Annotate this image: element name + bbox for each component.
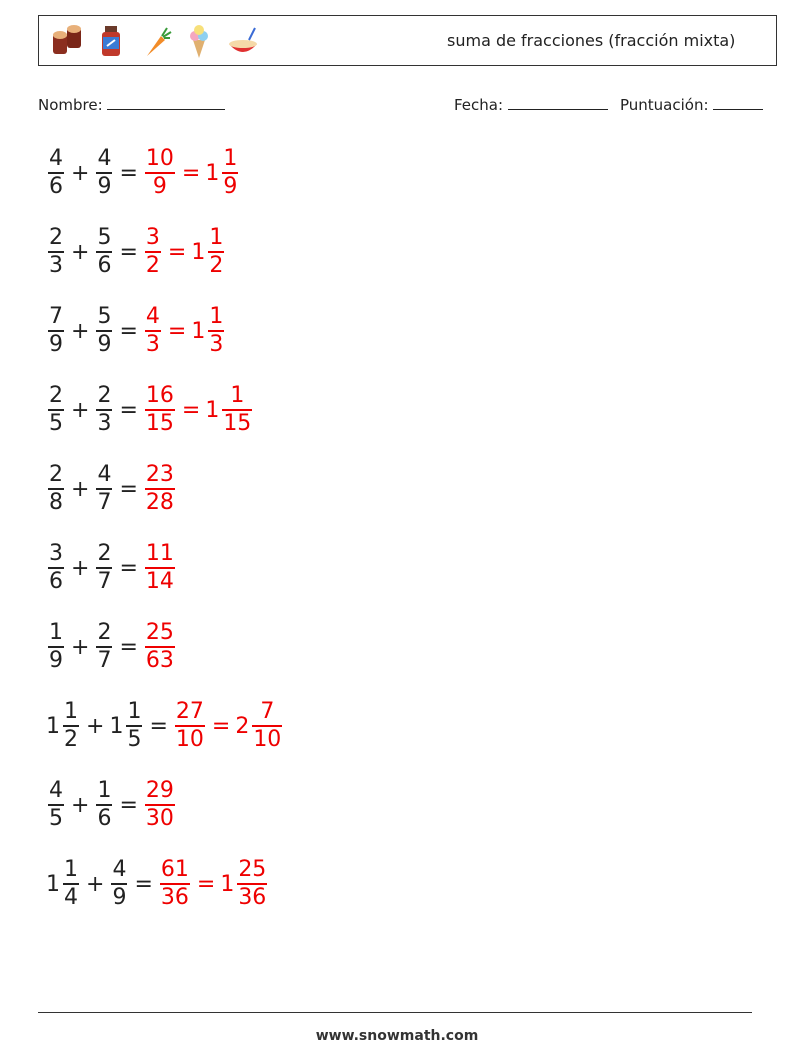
- second-addend: [94, 778, 114, 832]
- denominator: 10: [175, 726, 204, 752]
- numerator: 2: [49, 225, 63, 251]
- denominator: 36: [238, 884, 267, 910]
- problem-row: [46, 296, 226, 366]
- equals-sign: =: [119, 318, 138, 344]
- footer-divider: [38, 1012, 752, 1013]
- fraction: [48, 304, 64, 358]
- whole-number: 1: [191, 318, 206, 344]
- fraction: [145, 778, 175, 832]
- denominator: 63: [145, 647, 174, 673]
- denominator: 15: [223, 410, 252, 436]
- fraction: [96, 541, 112, 595]
- numerator: 2: [97, 620, 112, 646]
- equals-sign: =: [167, 318, 187, 344]
- denominator: 36: [160, 884, 189, 910]
- fraction: [96, 304, 112, 358]
- denominator: 6: [49, 173, 63, 199]
- denominator: 3: [97, 410, 112, 436]
- numerator: 4: [49, 778, 63, 804]
- equals-sign: =: [196, 871, 216, 897]
- denominator: 3: [145, 331, 160, 357]
- denominator: 2: [64, 726, 78, 752]
- denominator: 9: [223, 173, 238, 199]
- numerator: 16: [145, 383, 174, 409]
- wood-logs-icon: [47, 22, 87, 60]
- numerator: 3: [49, 541, 63, 567]
- denominator: 5: [127, 726, 142, 752]
- fraction: [126, 699, 142, 753]
- numerator: 3: [145, 225, 160, 251]
- answer-fraction: [143, 462, 177, 516]
- answer-mixed-number: [205, 383, 254, 437]
- numerator: 2: [49, 462, 63, 488]
- fraction: [48, 146, 64, 200]
- fraction: [145, 620, 175, 674]
- first-addend: [46, 462, 66, 516]
- fraction: [96, 778, 112, 832]
- food-bowl-icon: [223, 22, 263, 60]
- fraction: [145, 541, 175, 595]
- fraction: [208, 225, 224, 279]
- problem-row: [46, 138, 240, 208]
- numerator: 2: [97, 383, 112, 409]
- equals-sign: =: [134, 871, 153, 897]
- denominator: 6: [49, 568, 63, 594]
- equals-sign: =: [181, 160, 201, 186]
- denominator: 6: [97, 805, 112, 831]
- numerator: 27: [175, 699, 204, 725]
- second-addend: [94, 620, 114, 674]
- answer-fraction: [143, 778, 177, 832]
- fraction: [252, 699, 282, 753]
- second-addend: [94, 225, 114, 279]
- answer-mixed-number: [191, 304, 226, 358]
- denominator: 3: [209, 331, 224, 357]
- whole-number: 1: [220, 871, 235, 897]
- fraction: [222, 383, 252, 437]
- first-addend: [46, 225, 66, 279]
- first-addend: [46, 541, 66, 595]
- whole-number: 1: [109, 713, 124, 739]
- numerator: 4: [97, 462, 112, 488]
- whole-number: 1: [46, 713, 60, 739]
- fraction: [96, 383, 112, 437]
- first-addend: [46, 857, 81, 911]
- numerator: 1: [127, 699, 142, 725]
- denominator: 9: [49, 647, 63, 673]
- first-addend: [46, 699, 81, 753]
- problem-row: [46, 612, 177, 682]
- denominator: 5: [49, 410, 63, 436]
- answer-fraction: [158, 857, 192, 911]
- fraction: [48, 620, 64, 674]
- name-blank[interactable]: [107, 95, 225, 110]
- jar-icon: [91, 22, 131, 60]
- denominator: 2: [145, 252, 160, 278]
- problem-row: [46, 849, 269, 919]
- numerator: 1: [209, 304, 224, 330]
- numerator: 4: [97, 146, 112, 172]
- denominator: 7: [97, 647, 112, 673]
- numerator: 2: [97, 541, 112, 567]
- fraction: [222, 146, 238, 200]
- numerator: 2: [49, 383, 63, 409]
- first-addend: [46, 620, 66, 674]
- plus-sign: +: [71, 476, 90, 502]
- numerator: 61: [160, 857, 189, 883]
- problem-row: [46, 691, 284, 761]
- equals-sign: =: [119, 634, 138, 660]
- fraction: [48, 225, 64, 279]
- equals-sign: =: [167, 239, 187, 265]
- denominator: 30: [145, 805, 174, 831]
- equals-sign: =: [119, 476, 138, 502]
- fraction: [48, 778, 64, 832]
- numerator: 4: [145, 304, 160, 330]
- plus-sign: +: [71, 397, 90, 423]
- numerator: 7: [260, 699, 275, 725]
- fraction: [48, 541, 64, 595]
- denominator: 2: [209, 252, 224, 278]
- fraction: [208, 304, 224, 358]
- fraction: [48, 462, 64, 516]
- problem-row: [46, 770, 177, 840]
- answer-fraction: [143, 541, 177, 595]
- fraction: [237, 857, 267, 911]
- equals-sign: =: [119, 792, 138, 818]
- second-addend: [109, 699, 144, 753]
- header-box: [38, 15, 777, 66]
- plus-sign: +: [71, 792, 90, 818]
- numerator: 4: [112, 857, 127, 883]
- equals-sign: =: [181, 397, 201, 423]
- numerator: 5: [97, 225, 112, 251]
- date-label: Fecha:: [454, 96, 504, 114]
- answer-mixed-number: [191, 225, 226, 279]
- answer-mixed-number: [205, 146, 240, 200]
- denominator: 28: [145, 489, 174, 515]
- denominator: 3: [49, 252, 63, 278]
- numerator: 11: [145, 541, 174, 567]
- problem-row: [46, 375, 254, 445]
- numerator: 7: [49, 304, 63, 330]
- whole-number: 1: [205, 397, 220, 423]
- second-addend: [94, 383, 114, 437]
- numerator: 1: [49, 620, 63, 646]
- second-addend: [94, 146, 114, 200]
- equals-sign: =: [119, 160, 138, 186]
- denominator: 9: [97, 331, 112, 357]
- equals-sign: =: [149, 713, 168, 739]
- numerator: 23: [145, 462, 174, 488]
- equals-sign: =: [119, 555, 138, 581]
- answer-fraction: [143, 620, 177, 674]
- denominator: 5: [49, 805, 63, 831]
- fraction: [48, 383, 64, 437]
- answer-fraction: [143, 146, 177, 200]
- second-addend: [94, 304, 114, 358]
- fraction: [96, 462, 112, 516]
- first-addend: [46, 146, 66, 200]
- date-field[interactable]: [454, 95, 608, 114]
- numerator: 1: [209, 225, 224, 251]
- answer-mixed-number: [220, 857, 269, 911]
- numerator: 4: [49, 146, 63, 172]
- denominator: 15: [145, 410, 174, 436]
- numerator: 1: [223, 146, 238, 172]
- denominator: 8: [49, 489, 63, 515]
- second-addend: [109, 857, 129, 911]
- fraction: [175, 699, 205, 753]
- problem-row: [46, 217, 226, 287]
- denominator: 7: [97, 489, 112, 515]
- ice-cream-icon: [179, 22, 219, 60]
- fraction: [145, 383, 175, 437]
- first-addend: [46, 778, 66, 832]
- denominator: 9: [152, 173, 167, 199]
- equals-sign: =: [119, 239, 138, 265]
- numerator: 1: [64, 857, 78, 883]
- denominator: 9: [97, 173, 112, 199]
- first-addend: [46, 383, 66, 437]
- first-addend: [46, 304, 66, 358]
- name-label: Nombre:: [38, 96, 103, 114]
- date-blank[interactable]: [508, 95, 608, 110]
- score-label: Puntuación:: [620, 96, 709, 114]
- denominator: 4: [64, 884, 78, 910]
- problem-row: [46, 454, 177, 524]
- plus-sign: +: [71, 634, 90, 660]
- fraction: [111, 857, 127, 911]
- numerator: 25: [145, 620, 174, 646]
- fraction: [96, 146, 112, 200]
- plus-sign: +: [86, 871, 105, 897]
- whole-number: 1: [46, 871, 60, 897]
- answer-fraction: [173, 699, 207, 753]
- fraction: [145, 462, 175, 516]
- denominator: 7: [97, 568, 112, 594]
- numerator: 1: [230, 383, 245, 409]
- whole-number: 1: [205, 160, 220, 186]
- plus-sign: +: [71, 239, 90, 265]
- numerator: 1: [97, 778, 112, 804]
- plus-sign: +: [71, 555, 90, 581]
- fraction: [96, 225, 112, 279]
- denominator: 9: [49, 331, 63, 357]
- fraction: [160, 857, 190, 911]
- numerator: 1: [64, 699, 78, 725]
- numerator: 29: [145, 778, 174, 804]
- numerator: 5: [97, 304, 112, 330]
- denominator: 14: [145, 568, 174, 594]
- denominator: 10: [253, 726, 282, 752]
- plus-sign: +: [71, 318, 90, 344]
- answer-mixed-number: [235, 699, 284, 753]
- name-field[interactable]: [38, 95, 225, 114]
- whole-number: 1: [191, 239, 206, 265]
- fraction: [96, 620, 112, 674]
- footer-url: www.snowmath.com: [315, 1028, 479, 1044]
- second-addend: [94, 541, 114, 595]
- plus-sign: +: [86, 713, 105, 739]
- denominator: 9: [112, 884, 127, 910]
- answer-fraction: [143, 304, 163, 358]
- score-field[interactable]: [620, 95, 763, 114]
- equals-sign: =: [119, 397, 138, 423]
- denominator: 6: [97, 252, 112, 278]
- answer-fraction: [143, 225, 163, 279]
- fraction: [145, 146, 175, 200]
- score-blank[interactable]: [713, 95, 763, 110]
- second-addend: [94, 462, 114, 516]
- icon-strip: [47, 22, 263, 60]
- answer-fraction: [143, 383, 177, 437]
- fraction: [63, 699, 79, 753]
- carrot-icon: [135, 22, 175, 60]
- fraction: [145, 304, 161, 358]
- numerator: 25: [238, 857, 267, 883]
- equals-sign: =: [211, 713, 231, 739]
- fraction: [145, 225, 161, 279]
- whole-number: 2: [235, 713, 250, 739]
- worksheet-title: suma de fracciones (fracción mixta): [447, 31, 736, 50]
- problem-row: [46, 533, 177, 603]
- fraction: [63, 857, 79, 911]
- plus-sign: +: [71, 160, 90, 186]
- numerator: 10: [145, 146, 174, 172]
